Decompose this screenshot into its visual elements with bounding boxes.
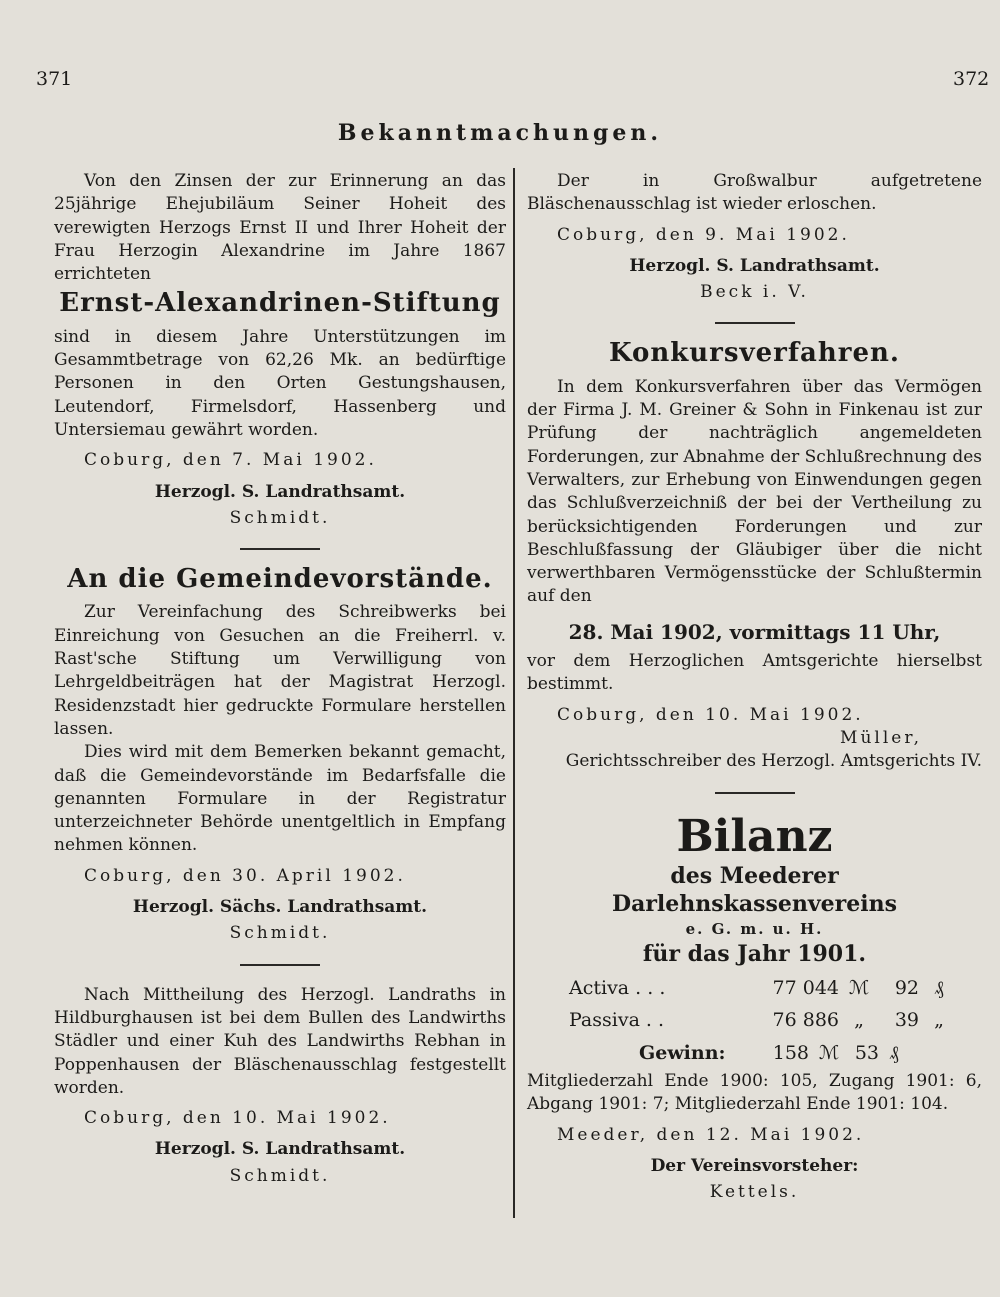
- bilanz-legal-form: e. G. m. u. H.: [685, 919, 824, 938]
- notice-konkurs: [527, 338, 982, 773]
- bilanz-year: für das Jahr 1901.: [642, 940, 867, 967]
- place-date: Coburg, den 10. Mai 1902.: [557, 704, 864, 725]
- bilanz-subtitle: des Meederer Darlehnskassenvereins: [611, 862, 898, 917]
- authority: Herzogl. S. Landrathsamt.: [629, 255, 880, 276]
- gewinn-label: Gewinn:: [639, 1042, 726, 1065]
- section-rule: [715, 322, 795, 324]
- notice-title: Konkursverfahren.: [608, 338, 900, 369]
- pfennig-unit: ₰: [934, 977, 944, 1000]
- signature: Schmidt.: [229, 1165, 331, 1186]
- mark-unit: „: [854, 1009, 864, 1032]
- row-amount: 77 044: [772, 977, 839, 1000]
- signature: Schmidt.: [229, 923, 331, 944]
- gewinn-pfennig: 53: [854, 1042, 879, 1065]
- section-rule: [240, 548, 320, 550]
- chair-title: Der Vereinsvorsteher:: [650, 1156, 859, 1177]
- signer-role: Gerichtsschreiber des Herzogl. Amtsgerichts IV.: [565, 751, 982, 772]
- notice-body: sind in diesem Jahre Unterstützungen im Gesammtbetrage von 62,26 Mk. an bedürftige Personen in den Orten Gestungshausen, Leutendorf, Firmelsdorf, Hassenberg und Untersiemau gewährt worden.: [54, 326, 506, 440]
- notice-body-after: vor dem Herzoglichen Amtsgerichte hierselbst bestimmt.: [527, 651, 982, 695]
- mark-unit: ℳ: [848, 977, 870, 1000]
- signature: Beck i. V.: [700, 282, 809, 303]
- row-label: Passiva . .: [569, 1009, 665, 1032]
- bilanz-gewinn: [527, 1036, 982, 1070]
- row-pfennig: 39: [894, 1009, 919, 1032]
- notice-blaeschenausschlag: [54, 984, 506, 1188]
- notice-body: Der in Großwalbur aufgetretene Bläschenausschlag ist wieder erloschen.: [527, 171, 982, 215]
- signature: Schmidt.: [229, 507, 331, 528]
- right-column: [527, 170, 982, 1205]
- pfennig-unit: „: [934, 1009, 944, 1032]
- notice-erloschen: [527, 170, 982, 304]
- row-label: Activa . . .: [569, 977, 666, 1000]
- member-count: Mitgliederzahl Ende 1900: 105, Zugang 1901: 6, Abgang 1901: 7; Mitgliederzahl Ende 1901: 104.: [527, 1071, 982, 1115]
- page-heading: Bekanntmachungen.: [337, 120, 663, 146]
- page-number-right: 372: [953, 68, 990, 90]
- bilanz-title: Bilanz: [676, 810, 833, 862]
- place-date: Coburg, den 30. April 1902.: [84, 865, 406, 886]
- signature: Müller,: [840, 727, 922, 748]
- mark-unit: ℳ: [818, 1042, 840, 1065]
- pfennig-unit: ₰: [889, 1042, 899, 1065]
- notice-stiftung: [54, 170, 506, 530]
- gewinn-amount: 158: [772, 1042, 809, 1065]
- authority: Herzogl. S. Landrathsamt.: [154, 1139, 406, 1160]
- notice-title: Ernst-Alexandrinen-Stiftung: [59, 288, 501, 319]
- term-date: 28. Mai 1902, vormittags 11 Uhr,: [568, 619, 941, 644]
- authority: Herzogl. Sächs. Landrathsamt.: [132, 897, 428, 918]
- authority: Herzogl. S. Landrathsamt.: [154, 481, 406, 502]
- row-pfennig: 92: [894, 977, 919, 1000]
- section-rule: [240, 964, 320, 966]
- bilanz: [527, 812, 982, 1205]
- notice-body: Nach Mittheilung des Herzogl. Landraths in Hildburghausen ist bei dem Bullen des Landwirths Städler und einer Kuh des Landwirths Rebhan in Poppenhausen der Bläschenausschlag festgestellt worden.: [54, 984, 506, 1098]
- notice-title: An die Gemeindevorstände.: [67, 564, 493, 595]
- notice-gemeindevorstaende: [54, 564, 506, 945]
- notice-body: In dem Konkursverfahren über das Vermögen der Firma J. M. Greiner & Sohn in Finkenau ist zur Prüfung der nachträglich angemeldeten Forderungen, zur Abnahme der Schlußrechnung des Verwalters, zur Erhebung von Einwendungen gegen das Schlußverzeichniß der bei der Vertheilung zu berücksichtigenden Forderungen und zur Beschlußfassung der Gläubiger über die nicht verwerthbaren Vermögensstücke der Schlußtermin auf den: [527, 376, 982, 607]
- place-date: Meeder, den 12. Mai 1902.: [557, 1124, 865, 1145]
- bilanz-row-activa: [527, 972, 982, 1004]
- place-date: Coburg, den 9. Mai 1902.: [557, 224, 850, 245]
- left-column: [54, 170, 506, 1188]
- place-date: Coburg, den 10. Mai 1902.: [84, 1108, 391, 1129]
- notice-paragraph: Dies wird mit dem Bemerken bekannt gemacht, daß die Gemeindevorstände im Bedarfsfalle die genannten Formulare in der Registratur unterzeichneter Behörde unentgeltlich in Empfang nehmen können.: [54, 742, 506, 856]
- signature: Kettels.: [709, 1182, 800, 1203]
- notice-paragraph: Zur Vereinfachung des Schreibwerks bei Einreichung von Gesuchen an die Freiherrl. v. Rast'sche Stiftung um Verwilligung von Lehrgeldbeiträgen hat der Magistrat Herzogl. Residenzstadt hier gedruckte Formulare herstellen lassen.: [54, 602, 506, 739]
- row-amount: 76 886: [772, 1009, 839, 1032]
- notice-intro: Von den Zinsen der zur Erinnerung an das 25jährige Ehejubiläum Seiner Hoheit des verewigten Herzogs Ernst II und Ihrer Hoheit der Frau Herzogin Alexandrine im Jahre 1867 errichteten: [54, 171, 506, 285]
- section-rule: [715, 792, 795, 794]
- page-number-left: 371: [36, 68, 73, 90]
- bilanz-row-passiva: [527, 1004, 982, 1036]
- place-date: Coburg, den 7. Mai 1902.: [84, 450, 377, 471]
- column-divider: [513, 168, 515, 1218]
